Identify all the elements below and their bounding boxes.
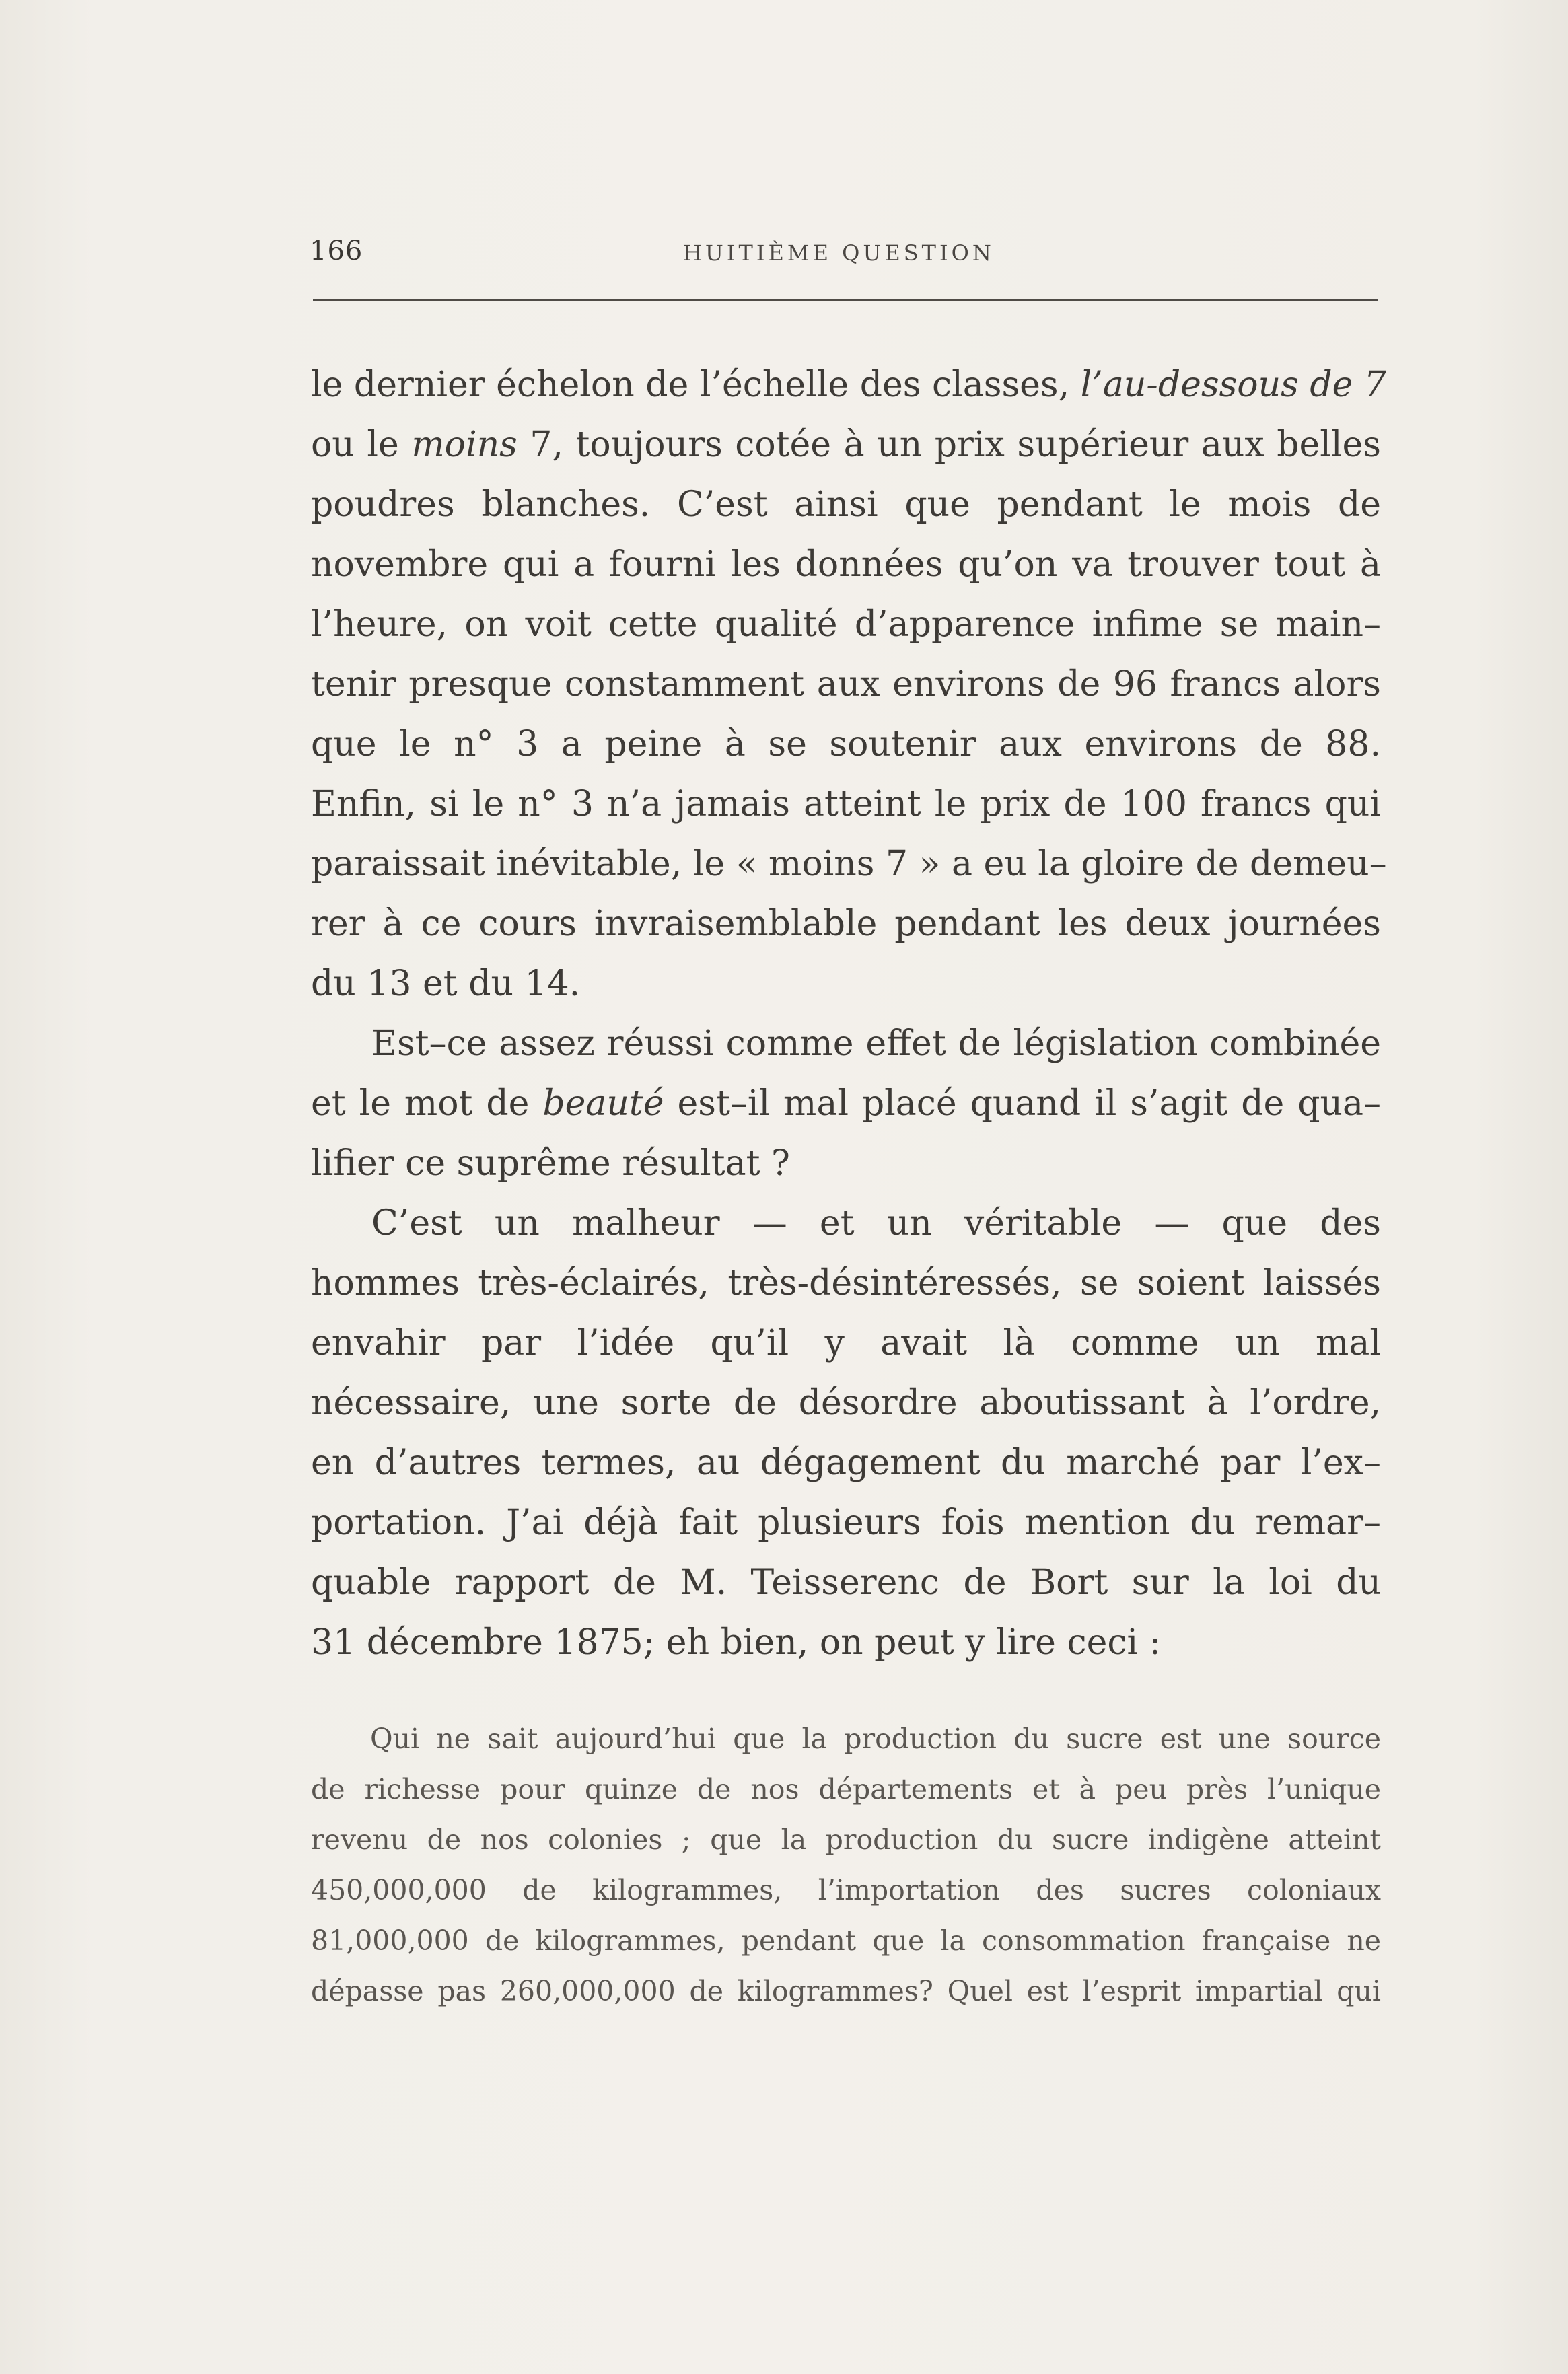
text-line bbox=[311, 415, 1381, 475]
text-line: lifier ce suprême résultat ? bbox=[311, 1143, 790, 1184]
text-line bbox=[311, 355, 1386, 415]
page-number: 166 bbox=[310, 236, 363, 266]
text-line: hommes très-éclairés, très-désintéressés, se soient laissés bbox=[311, 1263, 1381, 1303]
text-run: et le mot de bbox=[311, 1083, 543, 1124]
paragraph-start: Est–ce assez réussi comme effet de législation combinée bbox=[371, 1023, 1381, 1064]
text-line: du 13 et du 14. bbox=[311, 964, 581, 1004]
italic-run: moins bbox=[411, 425, 518, 465]
page-header bbox=[310, 236, 1380, 276]
paragraph-start: C’est un malheur — et un véritable — que des bbox=[371, 1203, 1381, 1244]
body-text bbox=[311, 355, 1387, 1673]
quote-line: de richesse pour quinze de nos départements et à peu près l’unique bbox=[311, 1773, 1381, 1805]
text-line: l’heure, on voit cette qualité d’apparence infime se main– bbox=[311, 604, 1381, 645]
quote-line: 81,000,000 de kilogrammes, pendant que la consommation française ne bbox=[311, 1925, 1381, 1957]
italic-run: beauté bbox=[542, 1083, 664, 1124]
text-line: novembre qui a fourni les données qu’on va trouver tout à bbox=[311, 544, 1381, 585]
text-line: tenir presque constamment aux environs de 96 francs alors bbox=[311, 664, 1381, 705]
block-quote bbox=[311, 1714, 1381, 2017]
text-run: le dernier échelon de l’échelle des classes, bbox=[311, 365, 1081, 405]
text-run: est–il mal placé quand il s’agit de qua– bbox=[664, 1083, 1381, 1124]
quote-line: 450,000,000 de kilogrammes, l’importation des sucres coloniaux bbox=[311, 1874, 1381, 1906]
quote-line: revenu de nos colonies ; que la production du sucre indigène atteint bbox=[311, 1824, 1381, 1856]
header-rule bbox=[313, 299, 1378, 301]
text-run: ou le bbox=[311, 425, 412, 465]
quote-line: Qui ne sait aujourd’hui que la production du sucre est une source bbox=[370, 1723, 1381, 1755]
text-line bbox=[311, 1074, 1381, 1134]
running-title: HUITIÈME QUESTION bbox=[683, 240, 995, 266]
text-line: quable rapport de M. Teisserenc de Bort sur la loi du bbox=[311, 1562, 1381, 1603]
text-line: nécessaire, une sorte de désordre aboutissant à l’ordre, bbox=[311, 1383, 1381, 1423]
quote-line: dépasse pas 260,000,000 de kilogrammes? Quel est l’esprit impartial qui bbox=[311, 1975, 1381, 2007]
text-line: rer à ce cours invraisemblable pendant les deux journées bbox=[311, 904, 1381, 944]
italic-run: l’au-dessous de 7 bbox=[1080, 365, 1386, 405]
text-line: paraissait inévitable, le « moins 7 » a eu la gloire de demeu– bbox=[311, 844, 1387, 884]
text-run: 7, toujours cotée à un prix supérieur aux belles bbox=[517, 425, 1381, 465]
text-line: en d’autres termes, au dégagement du marché par l’ex– bbox=[311, 1443, 1381, 1483]
text-line: envahir par l’idée qu’il y avait là comme un mal bbox=[311, 1323, 1381, 1363]
text-line: 31 décembre 1875; eh bien, on peut y lire ceci : bbox=[311, 1622, 1162, 1663]
text-line: portation. J’ai déjà fait plusieurs fois mention du remar– bbox=[311, 1503, 1381, 1543]
text-line: Enfin, si le n° 3 n’a jamais atteint le prix de 100 francs qui bbox=[311, 784, 1381, 824]
text-line: poudres blanches. C’est ainsi que pendant le mois de bbox=[311, 484, 1381, 525]
text-line: que le n° 3 a peine à se soutenir aux environs de 88. bbox=[311, 724, 1381, 764]
